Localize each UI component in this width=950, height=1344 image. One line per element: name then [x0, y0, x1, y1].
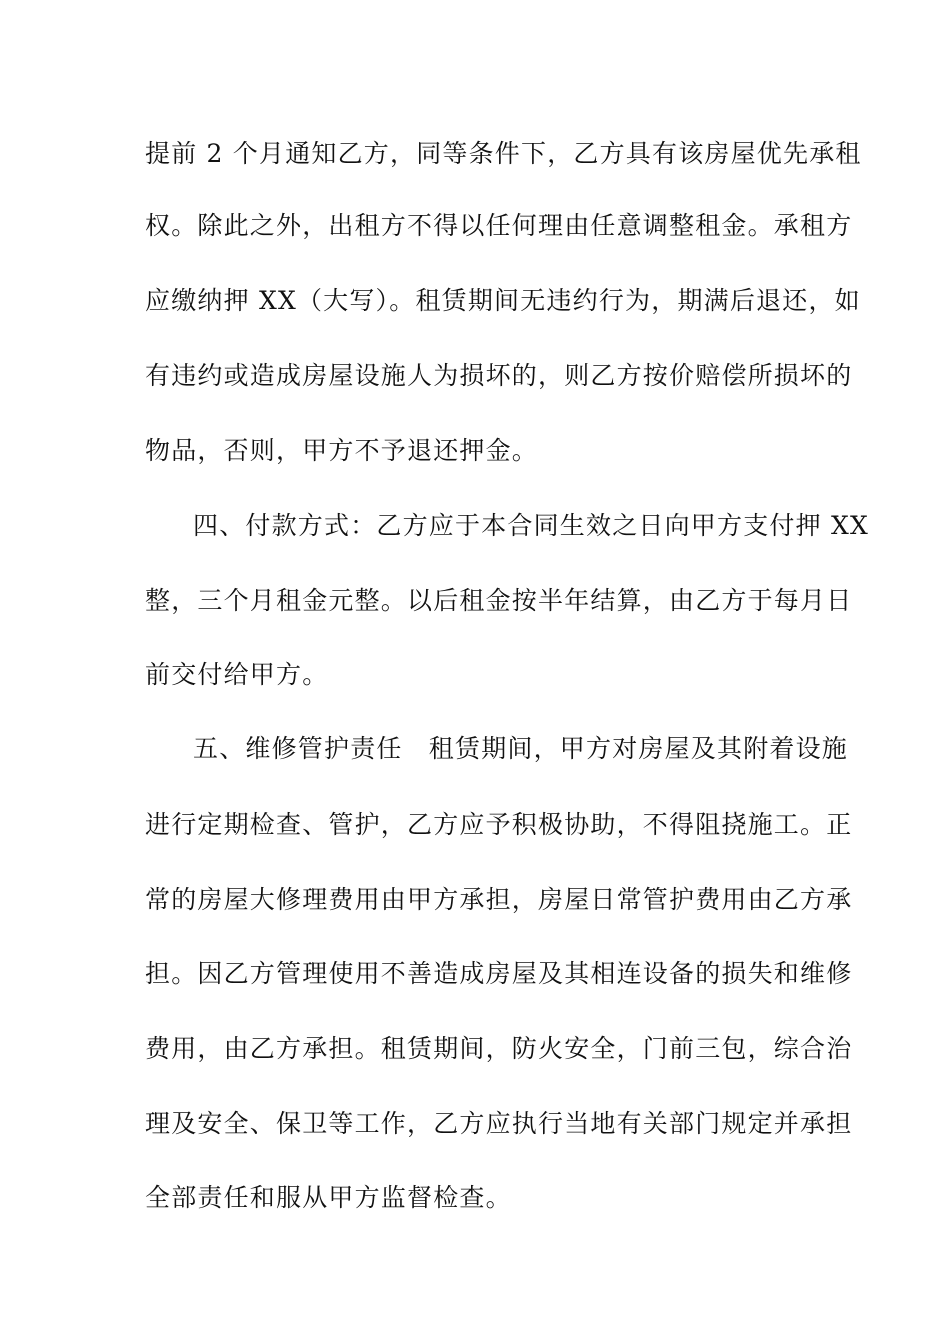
text-line: 四、付款方式：乙方应于本合同生效之日向甲方支付押 XX: [193, 511, 869, 540]
text-line: 进行定期检查、管护，乙方应予积极协助，不得阻挠施工。正: [145, 810, 853, 839]
text-line: 物品，否则，甲方不予退还押金。: [145, 436, 539, 465]
text-line: 整，三个月租金元整。以后租金按半年结算，由乙方于每月日: [145, 586, 853, 615]
text-line: 五、维修管护责任 租赁期间，甲方对房屋及其附着设施: [193, 734, 849, 763]
text-line: 常的房屋大修理费用由甲方承担，房屋日常管护费用由乙方承: [145, 885, 853, 914]
text-line: 费用，由乙方承担。租赁期间，防火安全，门前三包，综合治: [145, 1034, 853, 1063]
text-line: 担。因乙方管理使用不善造成房屋及其相连设备的损失和维修: [145, 959, 853, 988]
text-line: 有违约或造成房屋设施人为损坏的，则乙方按价赔偿所损坏的: [145, 361, 853, 390]
text-line: 提前 2 个月通知乙方，同等条件下，乙方具有该房屋优先承租: [145, 139, 862, 168]
text-line: 全部责任和服从甲方监督检查。: [145, 1183, 512, 1212]
text-line: 权。除此之外，出租方不得以任何理由任意调整租金。承租方: [145, 211, 853, 240]
text-line: 理及安全、保卫等工作，乙方应执行当地有关部门规定并承担: [145, 1109, 853, 1138]
text-line: 前交付给甲方。: [145, 660, 329, 689]
text-line: 应缴纳押 XX（大写）。租赁期间无违约行为，期满后退还，如: [145, 286, 861, 315]
